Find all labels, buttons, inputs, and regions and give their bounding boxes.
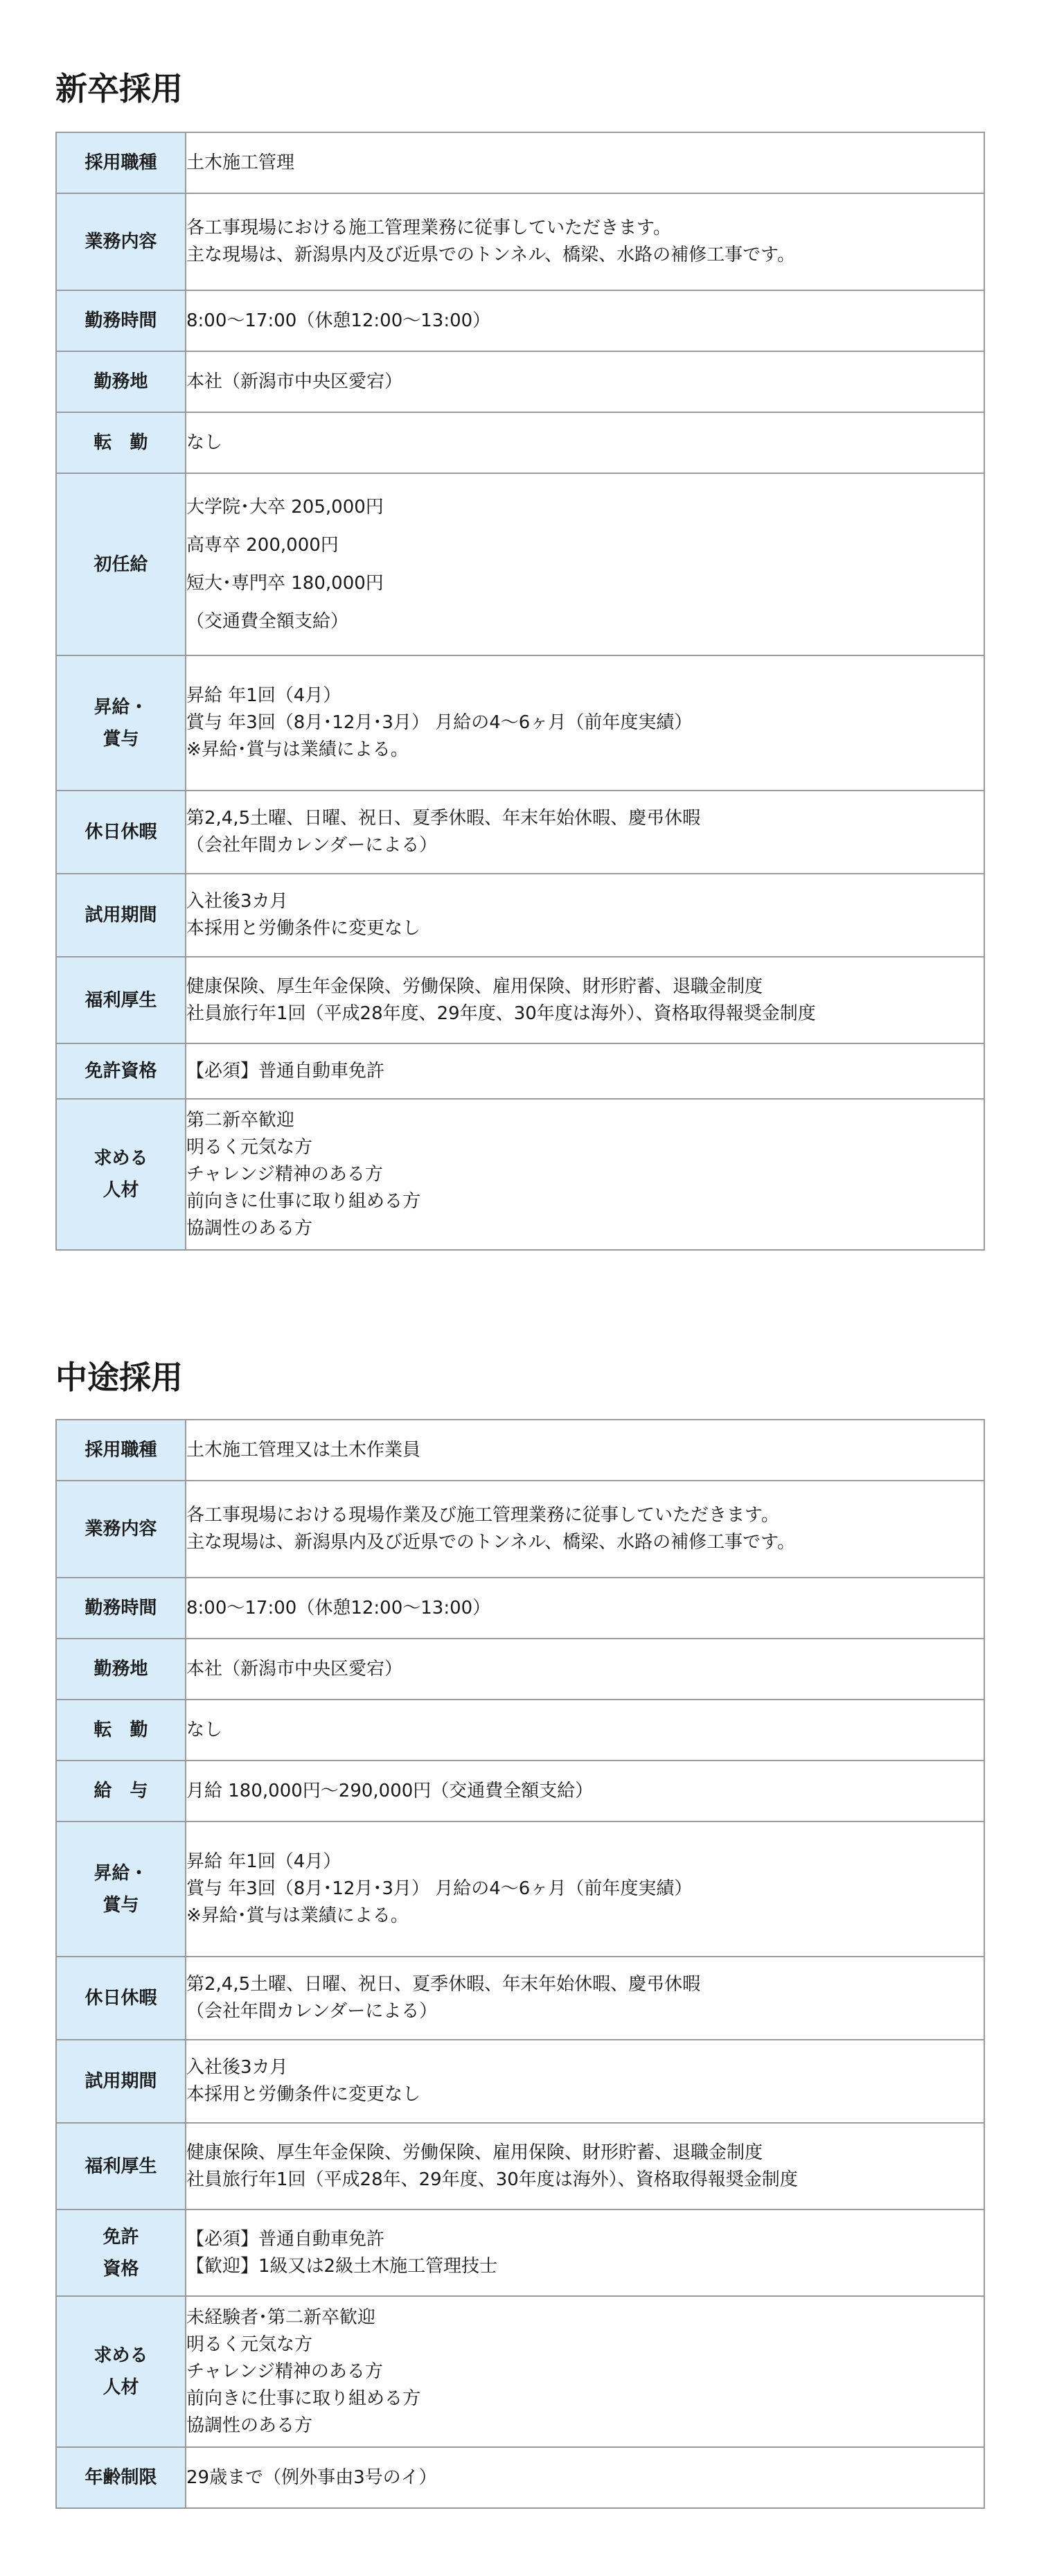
table-row	[56, 473, 984, 655]
table-row	[56, 791, 984, 874]
table-row	[56, 957, 984, 1043]
row-value: なし	[186, 412, 984, 473]
row-value: 入社後3カ月 本採用と労働条件に変更なし	[186, 2040, 984, 2123]
table-row	[56, 2040, 984, 2123]
table-row	[56, 2209, 984, 2296]
table-row	[56, 412, 984, 473]
table-row	[56, 193, 984, 290]
mid-career-table	[55, 1419, 985, 2509]
table-row	[56, 132, 984, 193]
row-value: 昇給 年1回（4月） 賞与 年3回（8月･12月･3月） 月給の4～6ヶ月（前年度実績） ※昇給･賞与は業績による。	[186, 1821, 984, 1957]
table-row	[56, 1481, 984, 1578]
row-label: 転 勤	[56, 1700, 186, 1761]
row-value: 入社後3カ月 本採用と労働条件に変更なし	[186, 874, 984, 957]
row-value: 29歳まで（例外事由3号のイ）	[186, 2447, 984, 2508]
table-row	[56, 1420, 984, 1481]
row-label: 採用職種	[56, 1420, 186, 1481]
row-label: 勤務地	[56, 1639, 186, 1700]
row-value: 各工事現場における施工管理業務に従事していただきます。 主な現場は、新潟県内及び近県でのトンネル、橋梁、水路の補修工事です。	[186, 193, 984, 290]
table-row	[56, 1578, 984, 1639]
row-label: 給 与	[56, 1761, 186, 1821]
table-row	[56, 351, 984, 412]
row-label: 福利厚生	[56, 957, 186, 1043]
row-value: 昇給 年1回（4月） 賞与 年3回（8月･12月･3月） 月給の4～6ヶ月（前年度実績） ※昇給･賞与は業績による。	[186, 655, 984, 791]
row-label: 昇給・ 賞与	[56, 655, 186, 791]
row-value: 8:00～17:00（休憩12:00～13:00）	[186, 290, 984, 351]
row-value: 本社（新潟市中央区愛宕）	[186, 351, 984, 412]
row-label: 求める 人材	[56, 2296, 186, 2447]
row-label: 休日休暇	[56, 791, 186, 874]
row-label: 採用職種	[56, 132, 186, 193]
table-row	[56, 290, 984, 351]
row-value: 【必須】普通自動車免許 【歓迎】1級又は2級土木施工管理技士	[186, 2209, 984, 2296]
table-row	[56, 1639, 984, 1700]
row-value: 健康保険、厚生年金保険、労働保険、雇用保険、財形貯蓄、退職金制度 社員旅行年1回（平成28年度、29年度、30年度は海外）、資格取得報奨金制度	[186, 957, 984, 1043]
row-value: 第2,4,5土曜、日曜、祝日、夏季休暇、年末年始休暇、慶弔休暇 （会社年間カレンダーによる）	[186, 791, 984, 874]
row-label: 試用期間	[56, 2040, 186, 2123]
row-value: 【必須】普通自動車免許	[186, 1043, 984, 1099]
section-title-mid-career: 中途採用	[55, 1359, 183, 1396]
row-label: 試用期間	[56, 874, 186, 957]
table-row	[56, 1099, 984, 1250]
row-value: なし	[186, 1700, 984, 1761]
table-row	[56, 1043, 984, 1099]
row-label: 勤務時間	[56, 1578, 186, 1639]
table-row	[56, 2447, 984, 2508]
row-value: 土木施工管理又は土木作業員	[186, 1420, 984, 1481]
row-value: 土木施工管理	[186, 132, 984, 193]
row-value: 月給 180,000円～290,000円（交通費全額支給）	[186, 1761, 984, 1821]
row-label: 初任給	[56, 473, 186, 655]
table-row	[56, 2296, 984, 2447]
row-value: 未経験者･第二新卒歓迎 明るく元気な方 チャレンジ精神のある方 前向きに仕事に取り組める方 協調性のある方	[186, 2296, 984, 2447]
row-label: 勤務時間	[56, 290, 186, 351]
table-row	[56, 1957, 984, 2040]
row-label: 免許資格	[56, 1043, 186, 1099]
row-label: 免許 資格	[56, 2209, 186, 2296]
row-label: 転 勤	[56, 412, 186, 473]
row-label: 勤務地	[56, 351, 186, 412]
new-graduate-table	[55, 132, 985, 1251]
table-row	[56, 1761, 984, 1821]
row-label: 年齢制限	[56, 2447, 186, 2508]
row-value: 大学院･大卒 205,000円 高専卒 200,000円 短大･専門卒 180,000円 （交通費全額支給）	[186, 473, 984, 655]
row-value: 8:00～17:00（休憩12:00～13:00）	[186, 1578, 984, 1639]
row-value: 健康保険、厚生年金保険、労働保険、雇用保険、財形貯蓄、退職金制度 社員旅行年1回（平成28年、29年度、30年度は海外）、資格取得報奨金制度	[186, 2123, 984, 2209]
row-value: 各工事現場における現場作業及び施工管理業務に従事していただきます。 主な現場は、新潟県内及び近県でのトンネル、橋梁、水路の補修工事です。	[186, 1481, 984, 1578]
row-value: 本社（新潟市中央区愛宕）	[186, 1639, 984, 1700]
row-value: 第二新卒歓迎 明るく元気な方 チャレンジ精神のある方 前向きに仕事に取り組める方 協調性のある方	[186, 1099, 984, 1250]
table-row	[56, 655, 984, 791]
table-row	[56, 874, 984, 957]
table-row	[56, 2123, 984, 2209]
row-label: 休日休暇	[56, 1957, 186, 2040]
row-label: 求める 人材	[56, 1099, 186, 1250]
row-label: 昇給・ 賞与	[56, 1821, 186, 1957]
table-row	[56, 1821, 984, 1957]
row-label: 業務内容	[56, 1481, 186, 1578]
row-label: 福利厚生	[56, 2123, 186, 2209]
row-label: 業務内容	[56, 193, 186, 290]
row-value: 第2,4,5土曜、日曜、祝日、夏季休暇、年末年始休暇、慶弔休暇 （会社年間カレンダーによる）	[186, 1957, 984, 2040]
section-title-new-graduate: 新卒採用	[55, 70, 183, 107]
table-row	[56, 1700, 984, 1761]
